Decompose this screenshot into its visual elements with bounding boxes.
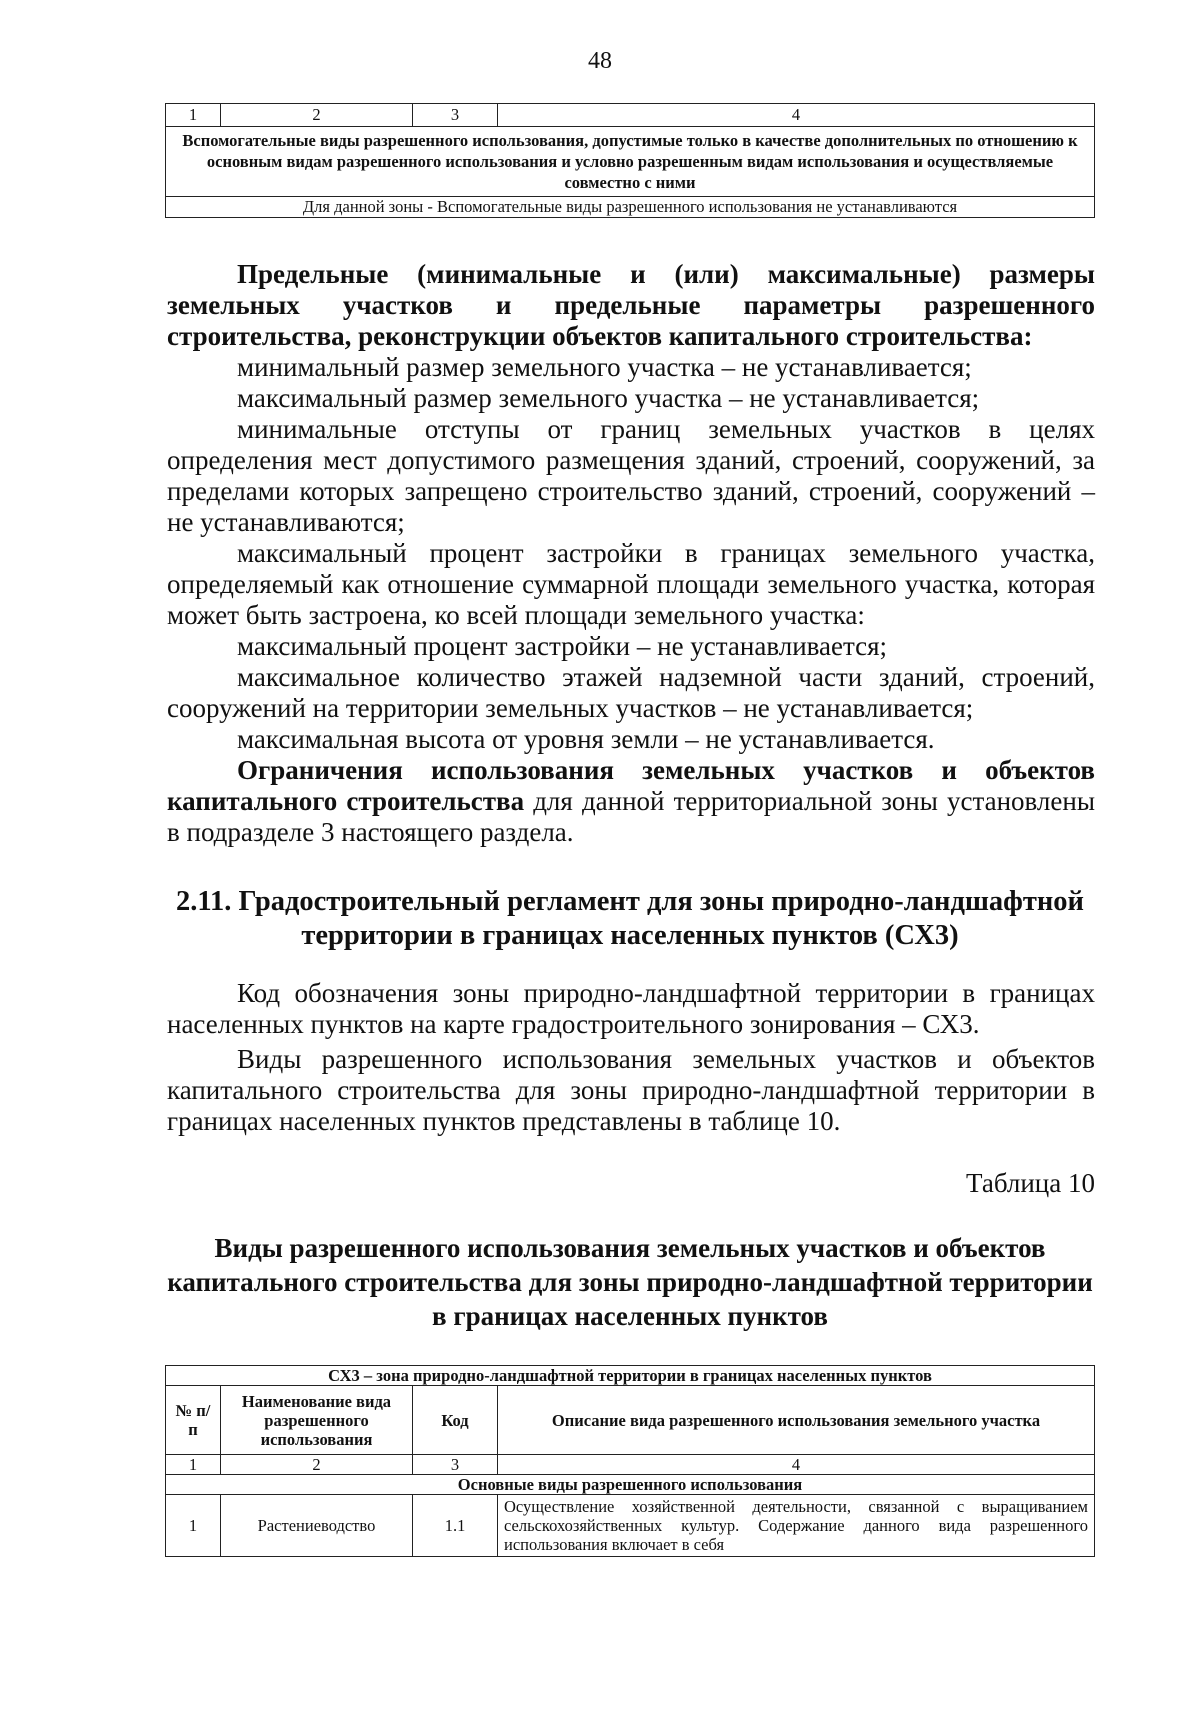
limits-item: максимальный процент застройки – не устанавливается;: [237, 631, 888, 661]
limits-item: минимальные отступы от границ земельных участков в целях определения мест допустимого размещения зданий, строений, сооружений, за пределами которых запрещено строительство зданий, строений, сооружений – не устанавливаются;: [167, 414, 1095, 537]
aux-uses-title: Вспомогательные виды разрешенного использования, допустимые только в качестве дополнительных по отношению к основным видам разрешенного использования и условно разрешенным видам использования и осуществляемые совместно с ними: [166, 127, 1095, 197]
table-cell: 1: [166, 1455, 221, 1475]
table-header-cell: Описание вида разрешенного использования земельного участка: [498, 1386, 1095, 1455]
limits-item: минимальный размер земельного участка – не устанавливается;: [237, 352, 972, 382]
uses-paragraph: Виды разрешенного использования земельных участков и объектов капитального строительства для зоны природно-ландшафтной территории в границах населенных пунктов представлены в таблице 10.: [167, 1044, 1095, 1136]
table-row: [166, 1495, 1095, 1557]
restrictions-paragraph: [167, 755, 1095, 848]
limits-heading: Предельные (минимальные и (или) максимальные) размеры земельных участков и предельные параметры разрешенного строительства, реконструкции объектов капитального строительства:: [167, 259, 1095, 351]
table-cell: 2: [221, 1455, 413, 1475]
uses-table: [165, 1365, 1095, 1557]
table-label: Таблица 10: [966, 1168, 1095, 1198]
table-column-numbers: [166, 104, 1095, 127]
table-caption: Виды разрешенного использования земельных участков и объектов капитального строительства для зоны природно-ландшафтной территории в границах населенных пунктов: [167, 1233, 1093, 1331]
table-row: [166, 127, 1095, 197]
group-title-cell: Основные виды разрешенного использования: [166, 1475, 1095, 1495]
table-cell: 3: [413, 1455, 498, 1475]
table-cell: 2: [221, 104, 413, 127]
table-row: [166, 1475, 1095, 1495]
row-description: Осуществление хозяйственной деятельности, связанной с выращиванием сельскохозяйственных культур. Содержание данного вида разрешенного использования включает в себя: [498, 1495, 1095, 1557]
zone-title-cell: СХ3 – зона природно-ландшафтной территории в границах населенных пунктов: [166, 1366, 1095, 1386]
limits-item: максимальный процент застройки в границах земельного участка, определяемый как отношение суммарной площади земельного участка, которая может быть застроена, ко всей площади земельного участка:: [167, 538, 1095, 630]
table-header-cell: Код: [413, 1386, 498, 1455]
aux-uses-table: [165, 103, 1095, 218]
limits-block: [167, 259, 1095, 848]
table-cell: 3: [413, 104, 498, 127]
limits-item: максимальная высота от уровня земли – не устанавливается.: [237, 724, 935, 754]
table-cell: 4: [498, 1455, 1095, 1475]
zone-code-paragraph: Код обозначения зоны природно-ландшафтной территории в границах населенных пунктов на карте градостроительного зонирования – СХ3.: [167, 978, 1095, 1039]
page-number: 48: [588, 48, 612, 74]
table-column-numbers: [166, 1455, 1095, 1475]
table-cell: 4: [498, 104, 1095, 127]
row-number: 1: [166, 1495, 221, 1557]
limits-item: максимальное количество этажей надземной части зданий, строений, сооружений на территории земельных участков – не устанавливается;: [167, 662, 1095, 723]
table-row: [166, 1366, 1095, 1386]
table-row: [166, 197, 1095, 218]
table-header-cell: Наименование вида разрешенного использования: [221, 1386, 413, 1455]
table-header-cell: № п/п: [166, 1386, 221, 1455]
section-heading: 2.11. Градостроительный регламент для зоны природно-ландшафтной территории в границах населенных пунктов (СХ3): [176, 886, 1084, 951]
limits-item: максимальный размер земельного участка – не устанавливается;: [237, 383, 980, 413]
restrictions-rest: для данной территориальной зоны установлены в подразделе 3 настоящего раздела.: [167, 786, 1095, 847]
table-cell: 1: [166, 104, 221, 127]
row-name: Растениеводство: [221, 1495, 413, 1557]
aux-uses-note: Для данной зоны - Вспомогательные виды разрешенного использования не устанавливаются: [166, 197, 1095, 218]
restrictions-bold: Ограничения использования земельных участков и объектов капитального строительства: [167, 755, 1095, 816]
table-header-row: [166, 1386, 1095, 1455]
section-body: [167, 978, 1095, 1137]
row-code: 1.1: [413, 1495, 498, 1557]
